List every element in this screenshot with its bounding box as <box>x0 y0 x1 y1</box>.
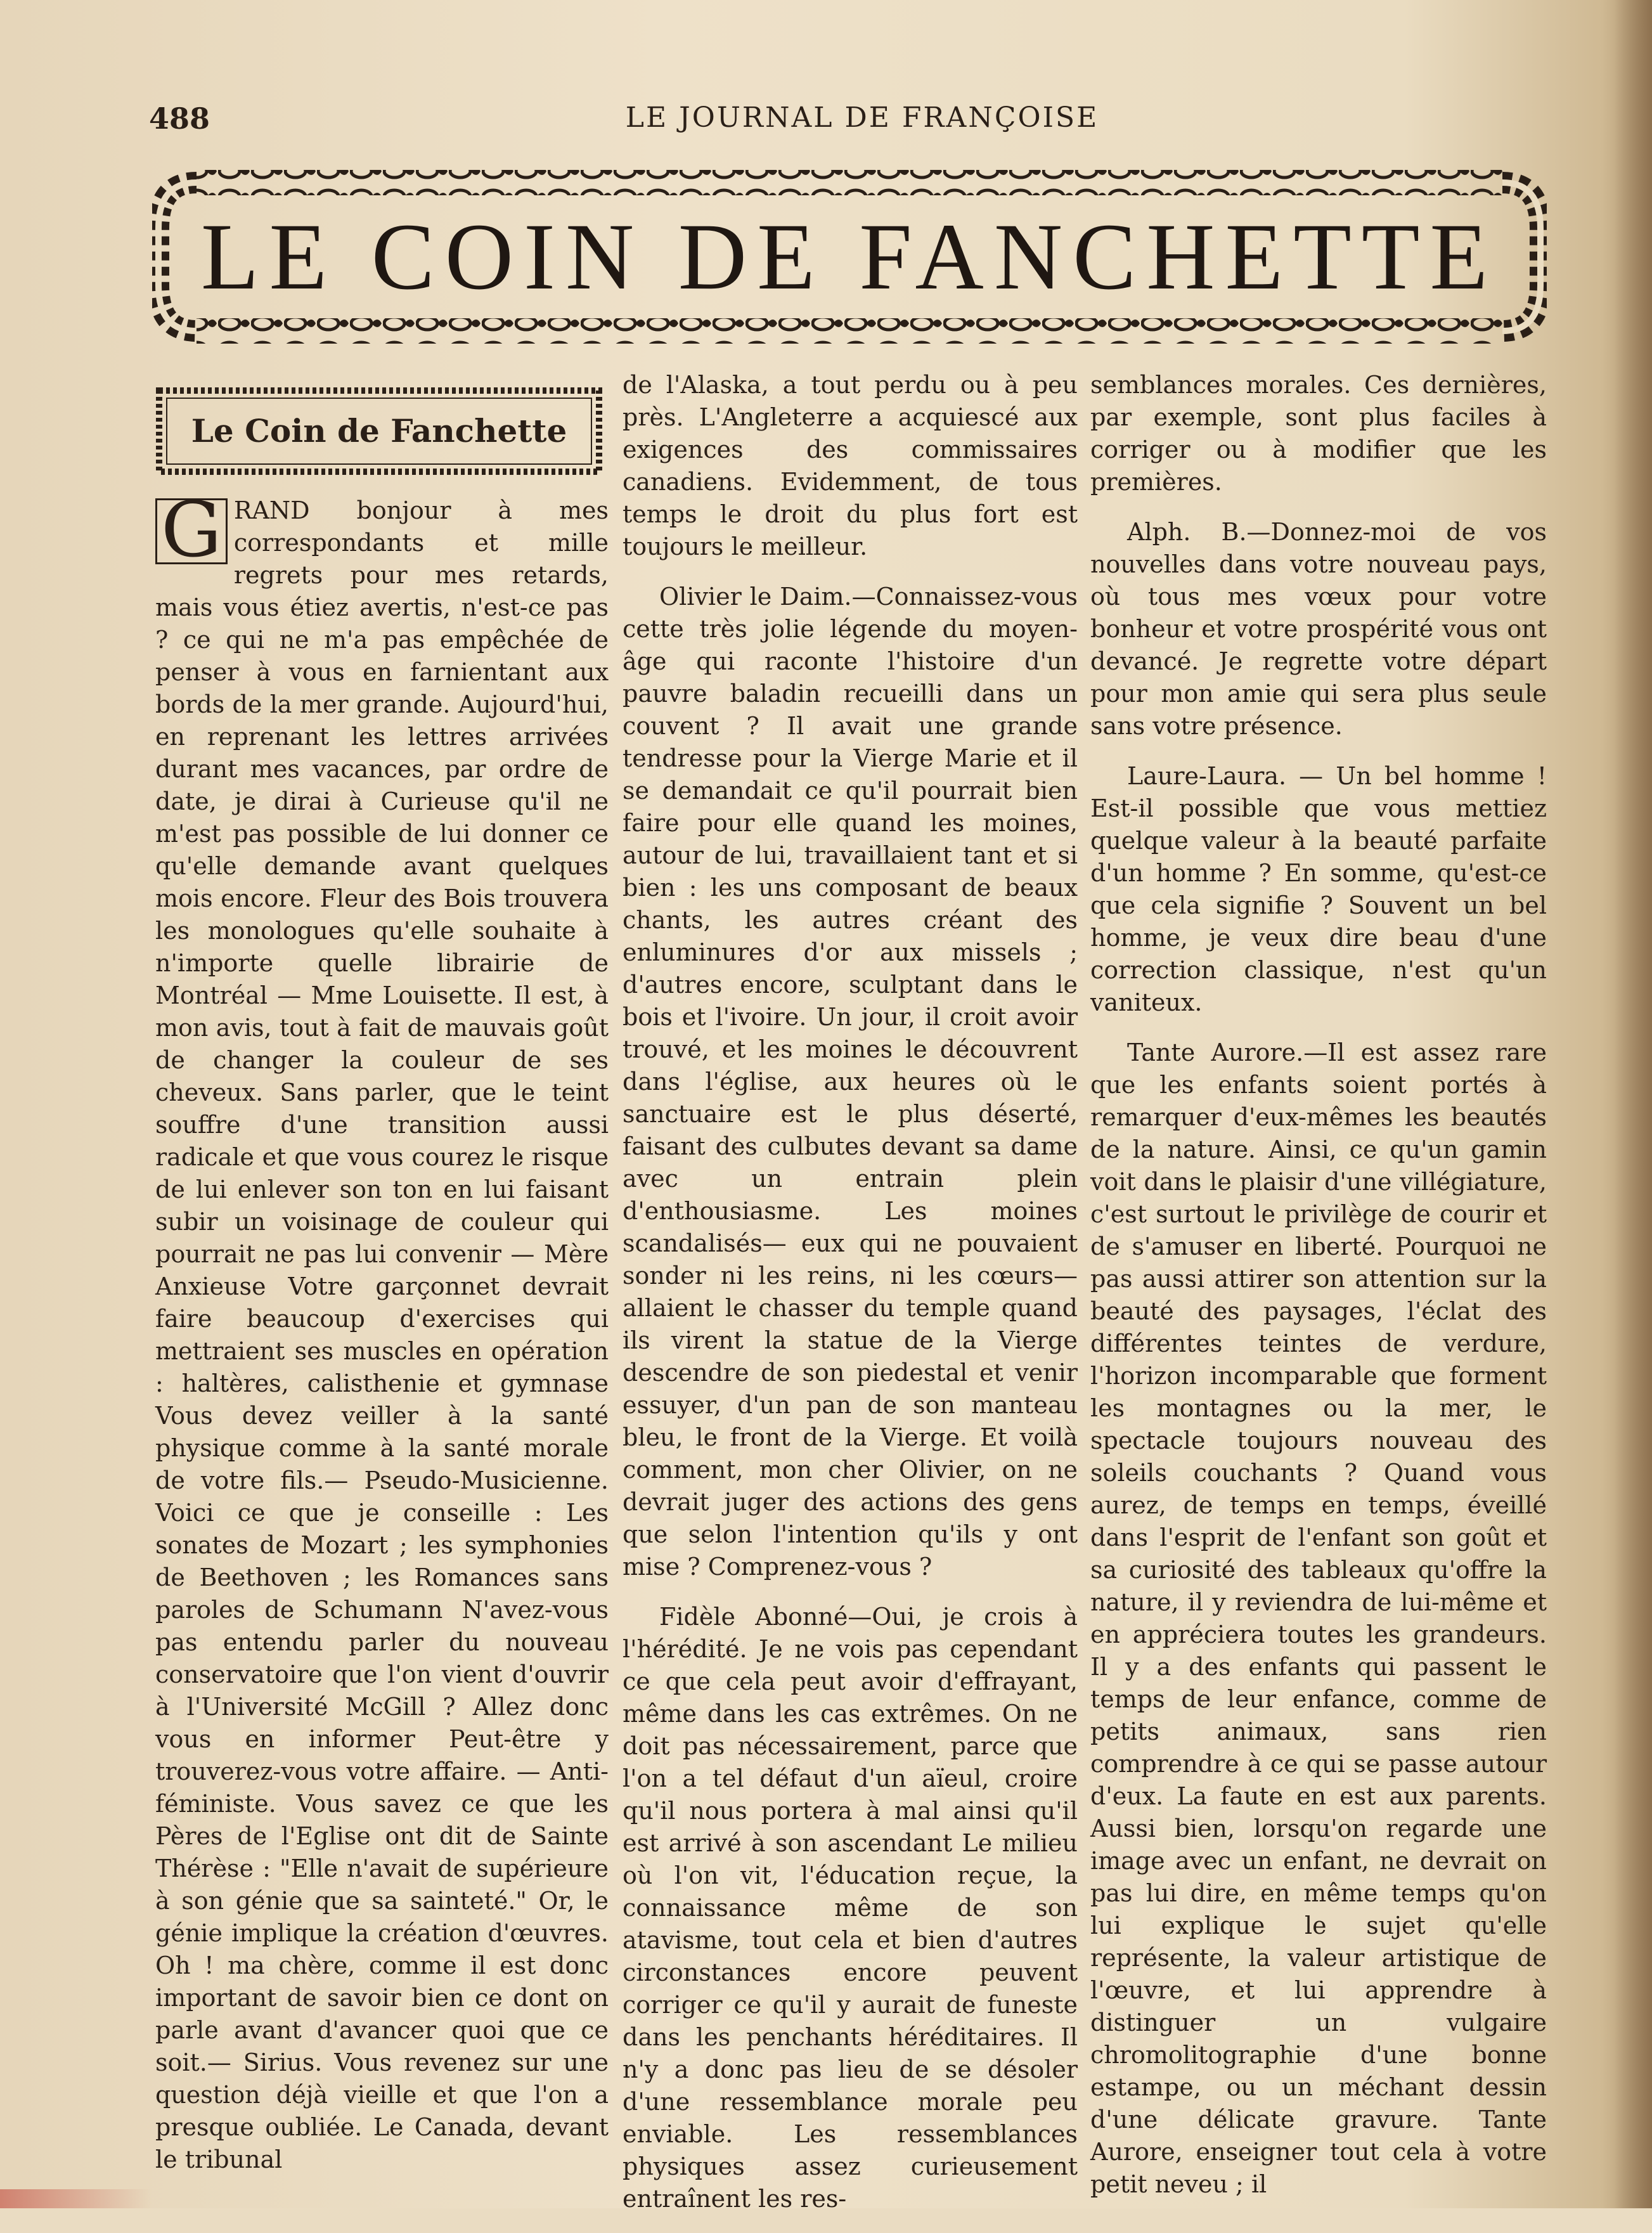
text-column-1 <box>155 486 609 2194</box>
paragraph: semblances morales. Ces dernières, par exemple, sont plus faciles à corriger ou à modifier que les premières. <box>1090 371 1547 496</box>
page-number: 488 <box>149 101 210 136</box>
section-banner <box>152 159 1547 355</box>
paragraph: Laure-Laura. — Un bel homme ! Est-il possible que vous mettiez quelque valeur à la beauté parfaite d'un homme ? En somme, qu'est-ce que cela signifie ? Souvent un bel homme, je veux dire beau d'une correction classique, n'est qu'un vaniteux. <box>1090 762 1547 1016</box>
paragraph-greeting <box>155 486 609 2176</box>
paragraph: Fidèle Abonné—Oui, je crois à l'hérédité. Je ne vois pas cependant ce que cela peut avoir d'effrayant, même dans les cas extrêmes. On ne doit pas nécessairement, parce que l'on a tel défaut d'un aïeul, croire qu'il nous portera à mal ainsi qu'il est arrivé à son ascendant Le milieu où l'on vit, l'éducation reçue, la connaissance même de son atavisme, tout cela et bien d'autres circonstances encore peuvent corriger ce qu'il y aurait de funeste dans les penchants héréditaires. Il n'y a donc pas lieu de se désoler d'une ressemblance morale peu enviable. Les ressemblances physiques assez curieusement entraînent les res- <box>623 1603 1078 2213</box>
column-heading: Le Coin de Fanchette <box>191 412 567 450</box>
text-column-2 <box>623 369 1078 2233</box>
paragraph: de l'Alaska, a tout perdu ou à peu près. L'Angleterre a acquiescé aux exigences des commissaires canadiens. Evidemment, de tous temps le droit du plus fort est toujours le meilleur. <box>623 371 1078 560</box>
drop-cap: G <box>155 498 228 564</box>
paragraph: Alph. B.—Donnez-moi de vos nouvelles dans votre nouveau pays, où tous mes vœux pour votre bonheur et votre prospérité vous ont devancé. Je regrette votre départ pour mon amie qui sera plus seule sans votre présence. <box>1090 518 1547 740</box>
paragraph: Tante Aurore.—Il est assez rare que les enfants soient portés à remarquer d'eux-mêmes les beautés de la nature. Ainsi, ce qu'un gamin voit dans le plaisir d'une villégiature, c'est surtout le privilège de courir et de s'amuser en liberté. Pourquoi ne pas aussi attirer son attention sur la beauté des paysages, l'éclat des différentes teintes de verdure, l'horizon incomparable que forment les montagnes ou la mer, le spectacle toujours nouveau des soleils couchants ? Quand vous aurez, de temps en temps, éveillé dans l'esprit de l'enfant son goût et sa curiosité des tableaux qu'offre la nature, il y reviendra de lui-même et en appréciera toutes les grandeurs. Il y a des enfants qui passent le temps de leur enfance, comme de petits animaux, sans rien comprendre à ce qui se passe autour d'eux. La faute en est aux parents. Aussi bien, lorsqu'on regarde une image avec un enfant, ne devrait on pas lui dire, en même temps qu'on lui explique le sujet qu'elle représente, la valeur artistique de l'œuvre, et lui apprendre à distinguer un vulgaire chromolitographie d'une bonne estampe, ou un méchant dessin d'une délicate gravure. Tante Aurore, enseigner tout cela à votre petit neveu ; il <box>1090 1039 1547 2198</box>
banner-title: LE COIN DE FANCHETTE <box>200 204 1499 309</box>
lead-word: RAND <box>233 496 310 524</box>
paragraph-text: bonjour à mes correspondants et mille regrets pour mes retards, mais vous étiez avertis, n'est-ce pas ? ce qui ne m'a pas empêchée de penser à vous en farnientant aux bords de la mer grande. Aujourd'hui, en reprenant les lettres arrivées durant mes vacances, par ordre de date, je dirai à Curieuse qu'il ne m'est pas possible de lui donner ce qu'elle demande avant quelques mois encore. Fleur des Bois trouvera les monologues qu'elle souhaite à n'importe quelle librairie de Montréal — Mme Louisette. Il est, à mon avis, tout à fait de mauvais goût de changer la couleur de ses cheveux. Sans parler, que le teint souffre d'une transition aussi radicale et que vous courez le risque de lui enlever son ton en lui faisant subir un voisinage de couleur qui pourrait ne pas lui convenir — Mère Anxieuse Votre garçonnet devrait faire beaucoup d'exercises qui mettraient ses muscles en opération : haltères, calisthenie et gymnase Vous devez veiller à la santé physique comme à la santé morale de votre fils.— Pseudo-Musicienne. Voici ce que je conseille : Les sonates de Mozart ; les symphonies de Beethoven ; les Romances sans paroles de Schumann N'avez-vous pas entendu parler du nouveau conservatoire que l'on vient d'ouvrir à l'Université McGill ? Allez donc vous en informer Peut-être y trouverez-vous votre affaire. — Anti-féministe. Vous savez ce que les Pères de l'Eglise ont dit de Sainte Thérèse : "Elle n'avait de supérieure à son génie que sa sainteté." Or, le génie implique la création d'œuvres. Oh ! ma chère, comme il est donc important de savoir bien ce dont on parle avant d'avancer quoi que ce soit.— Sirius. Vous revenez sur une question déjà vieille et que l'on a presque oubliée. Le Canada, devant le tribunal <box>155 496 609 2173</box>
column-heading-box <box>155 387 603 476</box>
binding-shadow <box>1614 0 1652 2208</box>
text-column-3 <box>1090 369 1547 2218</box>
running-head: LE JOURNAL DE FRANÇOISE <box>625 101 1099 134</box>
paragraph: Olivier le Daim.—Connaissez-vous cette très jolie légende du moyen-âge qui raconte l'histoire d'un pauvre baladin recueilli dans un couvent ? Il avait une grande tendresse pour la Vierge Marie et il se demandait ce qu'il pourrait bien faire pour elle quand les moines, autour de lui, travaillaient tant et si bien : les uns composant de beaux chants, les autres créant des enluminures d'or aux missels ; d'autres encore, sculptant dans le bois et l'ivoire. Un jour, il croit avoir trouvé, et les moines le découvrent dans l'église, aux heures où le sanctuaire est le plus déserté, faisant des culbutes devant sa dame avec un entrain plein d'enthousiasme. Les moines scandalisés— eux qui ne pouvaient sonder ni les reins, ni les cœurs—allaient le chasser du temple quand ils virent la statue de la Vierge descendre de son piedestal et venir essuyer, d'un pan de son manteau bleu, le front de la Vierge. Et voilà comment, mon cher Olivier, on ne devrait juger des actions des gens que selon l'intention qu'ils y ont mise ? Comprenez-vous ? <box>623 583 1078 1581</box>
edge-stain <box>0 2189 152 2208</box>
